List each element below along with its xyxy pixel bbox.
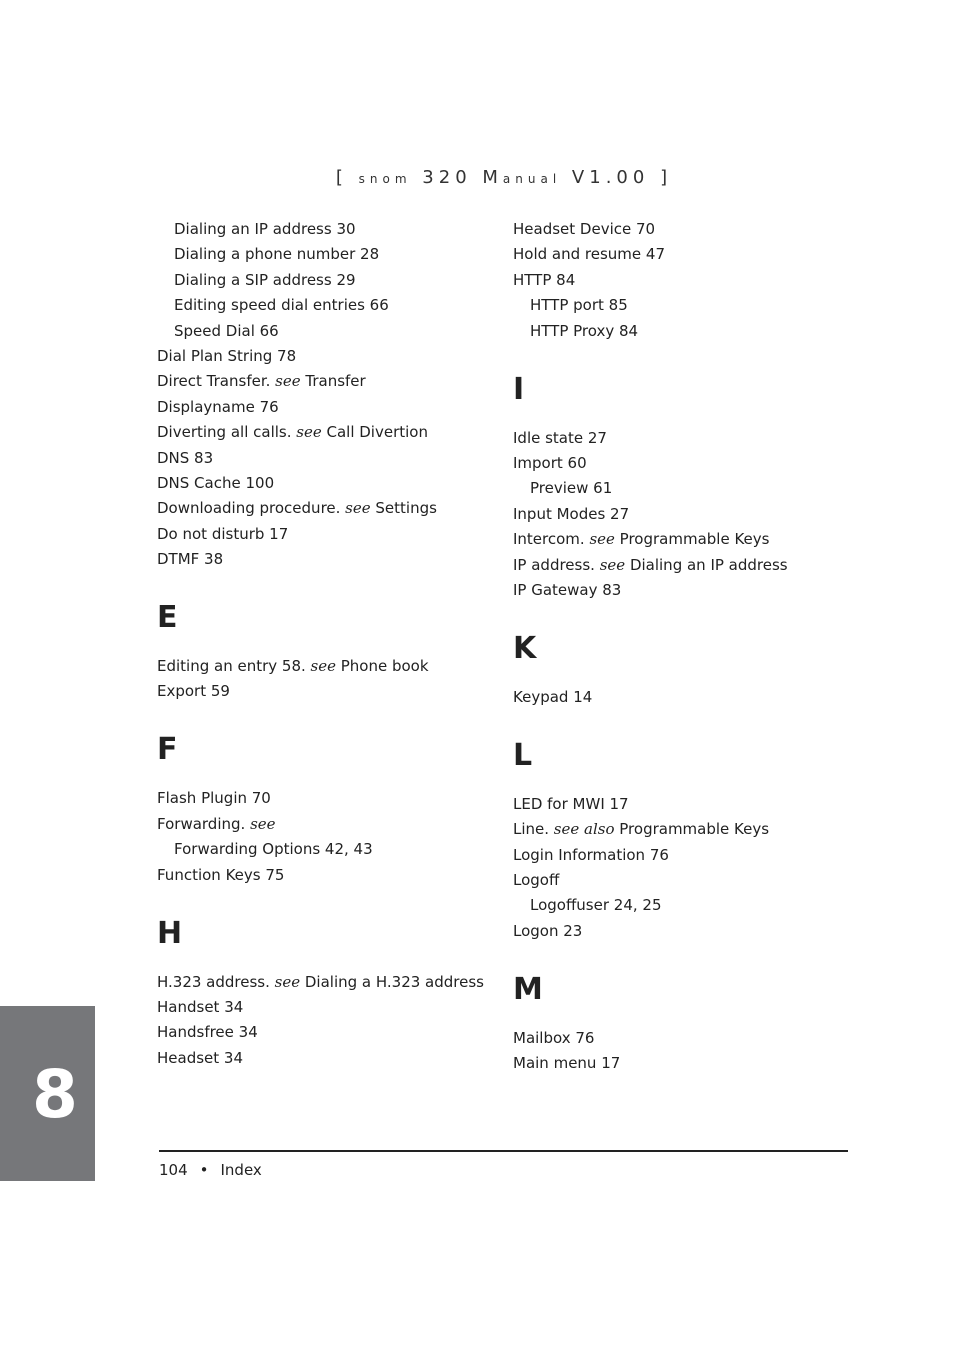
running-header bbox=[0, 167, 954, 188]
see-reference: see bbox=[310, 657, 336, 676]
index-entry bbox=[157, 498, 497, 518]
entry-term: IP address. bbox=[513, 555, 600, 574]
entry-term: Line. bbox=[513, 820, 554, 839]
entry-term: Direct Transfer. bbox=[157, 372, 276, 391]
index-entry: Flash Plugin 70 bbox=[157, 789, 271, 808]
index-entry: Hold and resume 47 bbox=[513, 245, 665, 264]
index-entry bbox=[157, 371, 497, 391]
see-target: Transfer bbox=[300, 372, 366, 391]
index-entry bbox=[513, 529, 853, 549]
index-entry: DNS Cache 100 bbox=[157, 473, 275, 492]
index-entry: Import 60 bbox=[513, 453, 587, 472]
index-entry: Displayname 76 bbox=[157, 397, 279, 416]
header-manual-rest: anual bbox=[502, 172, 562, 186]
index-entry: Export 59 bbox=[157, 682, 230, 701]
entry-term: Editing an entry 58. bbox=[157, 657, 311, 676]
index-entry: LED for MWI 17 bbox=[513, 794, 629, 813]
index-subentry: HTTP Proxy 84 bbox=[530, 321, 639, 340]
index-entry bbox=[157, 814, 497, 834]
entry-term: H.323 address. bbox=[157, 972, 275, 991]
header-open-bracket: [ bbox=[335, 167, 348, 188]
index-entry: Dial Plan String 78 bbox=[157, 346, 297, 365]
index-entry: Headset 34 bbox=[157, 1048, 244, 1067]
see-reference: see bbox=[589, 530, 615, 549]
header-close-bracket: ] bbox=[660, 167, 673, 188]
see-target: Dialing a H.323 address bbox=[300, 972, 484, 991]
index-entry: Do not disturb 17 bbox=[157, 524, 289, 543]
index-entry: Headset Device 70 bbox=[513, 220, 656, 238]
index-letter-heading: K bbox=[513, 630, 537, 666]
index-entry: Main menu 17 bbox=[513, 1054, 621, 1073]
index-letter-heading: I bbox=[513, 371, 525, 407]
index-subentry: Editing speed dial entries 66 bbox=[174, 296, 389, 315]
chapter-number: 8 bbox=[32, 1056, 78, 1133]
see-reference: see bbox=[274, 972, 301, 991]
index-entry: Mailbox 76 bbox=[513, 1028, 595, 1047]
see-target: Settings bbox=[370, 499, 437, 518]
index-column-left bbox=[157, 219, 497, 1073]
index-entry: Logon 23 bbox=[513, 921, 583, 940]
index-entry: Function Keys 75 bbox=[157, 865, 285, 884]
entry-term: Intercom. bbox=[513, 530, 590, 549]
index-letter-heading: E bbox=[157, 600, 178, 636]
index-entry: IP Gateway 83 bbox=[513, 580, 622, 599]
header-brand: snom bbox=[358, 172, 412, 186]
index-subentry: HTTP port 85 bbox=[530, 296, 628, 315]
see-target: Dialing an IP address bbox=[625, 555, 788, 574]
index-entry bbox=[157, 422, 497, 442]
index-entry: Handsfree 34 bbox=[157, 1023, 258, 1042]
index-entry bbox=[157, 656, 497, 676]
index-entry: Idle state 27 bbox=[513, 428, 607, 447]
page-number: 104 bbox=[159, 1161, 188, 1179]
index-subentry: Preview 61 bbox=[530, 479, 613, 498]
header-manual-initial: M bbox=[482, 167, 503, 188]
index-entry bbox=[513, 555, 853, 575]
index-entry: Login Information 76 bbox=[513, 845, 669, 864]
see-target: Programmable Keys bbox=[614, 820, 770, 839]
entry-term: Forwarding. bbox=[157, 814, 251, 833]
header-model: 320 bbox=[422, 167, 472, 188]
header-version: V1.00 bbox=[571, 167, 650, 188]
index-subentry: Logoffuser 24, 25 bbox=[530, 896, 662, 915]
see-reference: see also bbox=[553, 820, 615, 839]
index-subentry: Dialing a SIP address 29 bbox=[174, 270, 356, 289]
entry-term: Diverting all calls. bbox=[157, 423, 297, 442]
index-entry: Handset 34 bbox=[157, 998, 244, 1017]
see-target: Call Divertion bbox=[321, 423, 428, 442]
page-footer bbox=[159, 1160, 262, 1180]
see-reference: see bbox=[345, 499, 371, 518]
index-letter-heading: F bbox=[157, 732, 178, 768]
index-entry: Keypad 14 bbox=[513, 687, 593, 706]
index-entry: DTMF 38 bbox=[157, 550, 224, 569]
index-letter-heading: M bbox=[513, 971, 543, 1007]
index-entry: HTTP 84 bbox=[513, 270, 576, 289]
index-entry: Logoff bbox=[513, 871, 560, 890]
see-reference: see bbox=[599, 555, 626, 574]
footer-section: Index bbox=[220, 1161, 262, 1179]
see-reference: see bbox=[250, 814, 276, 833]
see-target: Phone book bbox=[335, 657, 429, 676]
index-subentry: Dialing an IP address 30 bbox=[174, 220, 356, 238]
index-letter-heading: H bbox=[157, 915, 183, 951]
index-entry bbox=[157, 972, 497, 992]
index-subentry: Dialing a phone number 28 bbox=[174, 245, 380, 264]
index-letter-heading: L bbox=[513, 737, 533, 773]
see-reference: see bbox=[296, 423, 322, 442]
footer-bullet: • bbox=[199, 1161, 209, 1179]
see-reference: see bbox=[275, 372, 301, 391]
entry-term: Downloading procedure. bbox=[157, 499, 346, 518]
index-column-right bbox=[513, 219, 853, 1079]
index-entry: Input Modes 27 bbox=[513, 504, 630, 523]
footer-rule bbox=[159, 1150, 848, 1152]
index-entry bbox=[513, 819, 853, 839]
index-subentry: Speed Dial 66 bbox=[174, 321, 279, 340]
index-entry: DNS 83 bbox=[157, 448, 214, 467]
see-target: Programmable Keys bbox=[614, 530, 770, 549]
index-subentry: Forwarding Options 42, 43 bbox=[174, 840, 373, 859]
